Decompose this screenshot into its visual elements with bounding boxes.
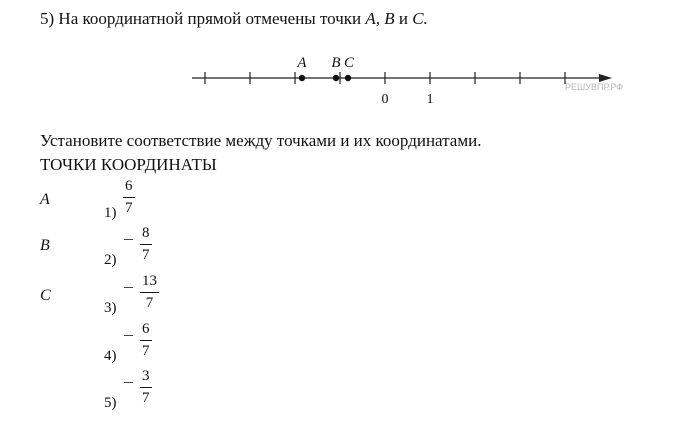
option-number: 3) — [104, 300, 117, 316]
option-fraction — [124, 177, 134, 217]
coordinate-option-3 — [104, 272, 174, 316]
point-a-label: A — [297, 55, 307, 71]
fraction-denominator: 7 — [142, 390, 150, 406]
task-last-point: C. — [412, 9, 428, 28]
task-conjunction: и — [398, 9, 409, 28]
coordinate-option-5 — [104, 367, 164, 411]
coordinate-option-2 — [104, 224, 164, 268]
fraction-numerator: 13 — [142, 273, 157, 289]
minus-sign — [124, 239, 133, 240]
point-a-dot — [299, 75, 305, 81]
point-c-label: C — [343, 55, 355, 71]
option-fraction — [141, 320, 151, 360]
point-c-dot — [345, 75, 351, 81]
task-points: A, B — [365, 9, 395, 28]
fraction-bar — [140, 292, 159, 293]
minus-sign — [124, 335, 133, 336]
point-b-dot — [333, 75, 339, 81]
watermark: РЕШУВПР.РФ — [565, 82, 623, 92]
tick-label-zero: 0 — [381, 92, 389, 107]
fraction-numerator: 6 — [125, 178, 133, 194]
fraction-denominator: 7 — [142, 247, 150, 263]
fraction-denominator: 7 — [145, 295, 154, 311]
fraction-denominator: 7 — [142, 343, 150, 359]
task-text: На координатной прямой отмечены точки — [58, 9, 362, 28]
option-number: 4) — [104, 348, 117, 364]
point-b-label: B — [331, 55, 341, 71]
number-line — [190, 50, 630, 110]
option-fraction — [141, 272, 158, 312]
task-number: 5) — [40, 9, 55, 28]
option-number: 5) — [104, 395, 117, 411]
option-number: 2) — [104, 252, 117, 268]
column-headers: ТОЧКИ КООРДИНАТЫ — [40, 155, 217, 174]
fraction-bar — [123, 197, 135, 198]
option-number: 1) — [104, 205, 117, 221]
fraction-numerator: 8 — [142, 225, 150, 241]
fraction-denominator: 7 — [125, 200, 133, 216]
fraction-numerator: 6 — [142, 321, 150, 337]
fraction-numerator: 3 — [142, 368, 150, 384]
point-label-a: A — [40, 191, 50, 208]
fraction-bar — [140, 244, 152, 245]
fraction-bar — [140, 340, 152, 341]
minus-sign — [124, 382, 133, 383]
task-statement — [40, 9, 428, 29]
fraction-bar — [140, 387, 152, 388]
tick-label-one: 1 — [426, 92, 434, 107]
coordinate-option-1 — [104, 177, 144, 221]
point-label-c: C — [40, 287, 51, 304]
axis-arrow-icon — [599, 74, 612, 82]
instruction-text: Установите соответствие между точками и их координатами. — [40, 131, 482, 150]
option-fraction — [141, 367, 151, 407]
option-fraction — [141, 224, 151, 264]
minus-sign — [124, 287, 133, 288]
point-label-b: B — [40, 237, 50, 254]
coordinate-option-4 — [104, 320, 164, 364]
